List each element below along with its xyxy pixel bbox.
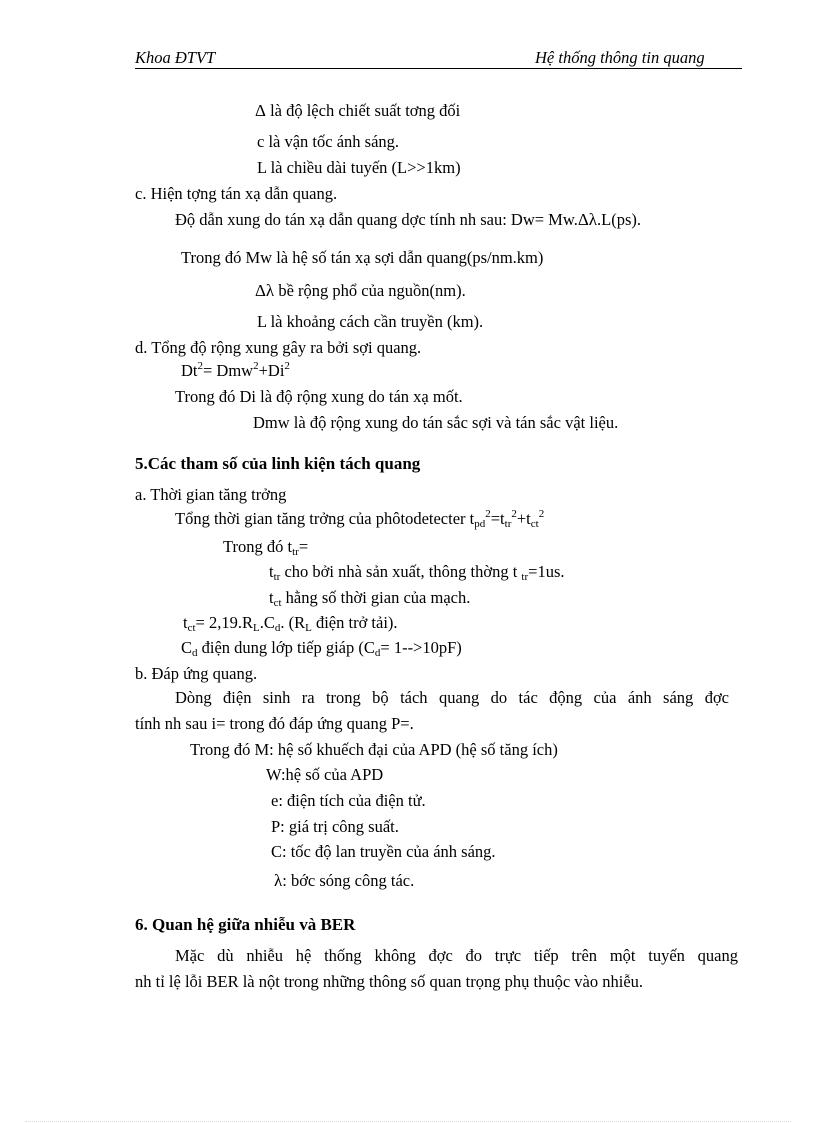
text: t [269, 588, 274, 607]
text: t [269, 562, 274, 581]
text: cho bởi nhà sản xuất, thông thờng t [280, 562, 522, 581]
section-b: b. Đáp ứng quang. [135, 664, 258, 683]
line-dw [175, 210, 641, 230]
line-c: c là vận tốc ánh sáng. [257, 132, 400, 151]
sub: ct [273, 597, 282, 609]
section-d: d. Tổng độ rộng xung gây ra bởi sợi quang. [135, 338, 422, 357]
text: điện trở tải). [311, 613, 398, 632]
sup: 2 [197, 360, 203, 372]
text: : bớc sóng công tác. [282, 871, 415, 890]
text: = Dmw [203, 361, 254, 380]
text: .L(ps). [597, 210, 642, 229]
line-trong-do-ttr [223, 537, 308, 558]
text: =t [490, 509, 505, 528]
sub: L [252, 622, 260, 634]
sup: 2 [284, 360, 290, 372]
header-right: Hệ thống thông tin quang [535, 48, 705, 67]
section-c: c. Hiện tợng tán xạ dẫn quang. [135, 184, 338, 203]
sub: L [305, 622, 312, 634]
sub: pd [474, 518, 486, 530]
delta-symbol: Δ [255, 101, 266, 120]
line-ttr [269, 562, 565, 583]
sub: d [192, 647, 198, 659]
text: điện dung lớp tiếp giáp (C [197, 638, 375, 657]
sub: d [374, 647, 381, 659]
text: +Di [258, 361, 285, 380]
sup: 2 [511, 508, 517, 520]
line-lambda [274, 871, 414, 891]
sub: tr [504, 518, 512, 530]
formula-tct [183, 613, 398, 634]
line-mw: Trong đó Mw là hệ số tán xạ sợi dẫn quang(ps/nm.km) [181, 248, 544, 267]
line-di: Trong đó Di là độ rộng xung do tán xạ mốt. [175, 387, 463, 406]
text: . (R [280, 613, 306, 632]
line-distance: L là khoảng cách cần truyền (km). [257, 312, 484, 331]
text: hằng số thời gian của mạch. [281, 588, 471, 607]
text: Tổng thời gian tăng trởng của phôtodetecter t [175, 509, 475, 528]
line-delta [255, 101, 460, 121]
para-dong-dien: Dòng điện sinh ra trong bộ tách quang do tác động của ánh sáng đợc [175, 688, 729, 707]
line-cd [181, 638, 462, 659]
sup: 2 [485, 508, 491, 520]
sup: 2 [253, 360, 259, 372]
line-L: L là chiều dài tuyến (L>>1km) [257, 158, 461, 177]
text: +t [516, 509, 531, 528]
text: là độ lệch chiết suất tơng đối [270, 101, 461, 120]
text: bề rộng phổ của nguồn(nm). [278, 281, 466, 300]
formula-tpd [175, 508, 544, 530]
text: Độ dẫn xung do tán xạ dẫn quang dợc tính nh sau: Dw= Mw. [175, 210, 578, 229]
line-dlambda [255, 281, 466, 301]
para-nhieu-2: nh tỉ lệ lỗi BER là nột trong những thông số quan trọng phụ thuộc vào nhiễu. [135, 972, 644, 991]
line-tct [269, 588, 470, 609]
line-tinh-nh: tính nh sau i= trong đó đáp ứng quang P=. [135, 714, 414, 733]
section-5-heading: 5.Các tham số của linh kiện tách quang [135, 454, 421, 473]
line-C: C: tốc độ lan truyền của ánh sáng. [271, 842, 496, 861]
line-P: P: giá trị công suất. [271, 817, 399, 836]
text: Trong đó t [223, 537, 293, 556]
sub: tr [273, 571, 281, 583]
section-6-heading: 6. Quan hệ giữa nhiễu và BER [135, 915, 356, 934]
text: = 2,19.R [195, 613, 253, 632]
page-bottom-border [25, 1121, 791, 1122]
text: = [298, 537, 309, 556]
text: =1us. [528, 562, 565, 581]
sub: ct [530, 518, 539, 530]
sub: tr [292, 546, 299, 558]
sup: 2 [538, 508, 545, 520]
header-rule [135, 68, 742, 69]
delta-lambda-symbol: Δλ [255, 281, 275, 300]
text: C [181, 638, 193, 657]
sub: tr [521, 571, 529, 583]
line-W: W:hệ số của APD [266, 765, 384, 784]
lambda-symbol: λ [274, 871, 283, 890]
para-nhieu-1: Mặc dù nhiễu hệ thống không đợc đo trực tiếp trên một tuyến quang [175, 946, 738, 965]
delta-lambda-symbol: Δλ [577, 210, 598, 229]
line-e: e: điện tích của điện tử. [271, 791, 426, 810]
text: Dt [181, 361, 198, 380]
sub: ct [187, 622, 196, 634]
text: .C [259, 613, 275, 632]
header-left: Khoa ĐTVT [135, 48, 216, 67]
line-dmw: Dmw là độ rộng xung do tán sắc sợi và tán sắc vật liệu. [253, 413, 619, 432]
sub: d [274, 622, 281, 634]
text: t [183, 613, 188, 632]
section-a: a. Thời gian tăng trởng [135, 485, 287, 504]
text: = 1-->10pF) [380, 638, 462, 657]
formula-dt [181, 360, 290, 381]
line-M: Trong đó M: hệ số khuếch đại của APD (hệ số tăng ích) [190, 740, 558, 759]
